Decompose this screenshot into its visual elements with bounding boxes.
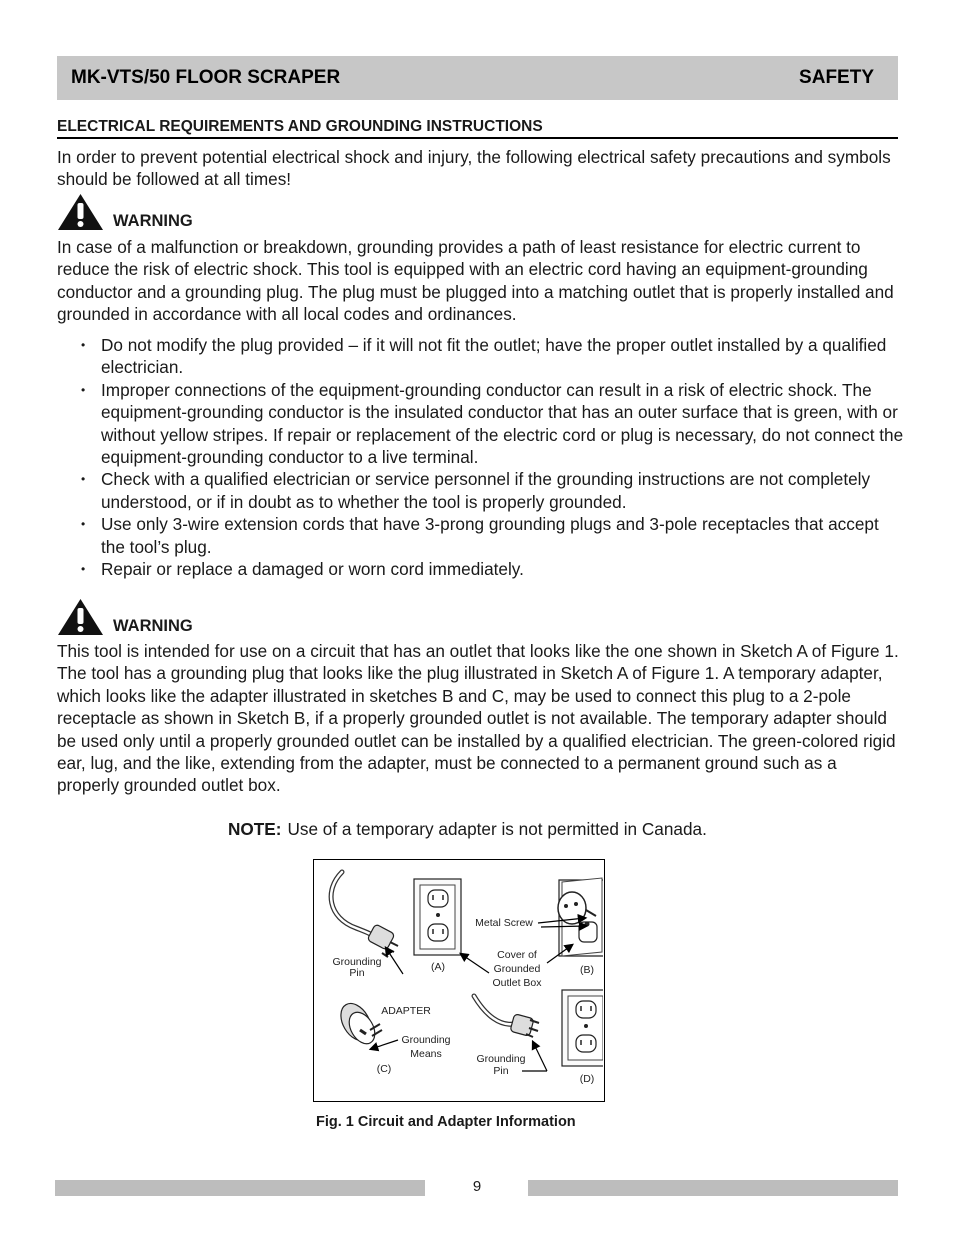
grounding-means-label-1: Grounding	[401, 1034, 451, 1046]
figure-caption: Fig. 1 Circuit and Adapter Information	[316, 1114, 576, 1130]
section-heading: ELECTRICAL REQUIREMENTS AND GROUNDING INSTRUCTIONS	[57, 118, 898, 139]
sketch-c-label: (C)	[376, 1063, 392, 1075]
warning-triangle-icon	[57, 193, 104, 231]
grounding-pin-label-a: Grounding	[332, 956, 382, 968]
bullet-dot: •	[81, 562, 86, 577]
circuit-adapter-figure	[313, 859, 605, 1102]
grounding-pin-label-a-2: Pin	[349, 967, 365, 979]
list-item: • Check with a qualified electrician or service personnel if the grounding instructions are not completely understood, or if in doubt as to whether the tool is properly grounded.	[81, 469, 871, 512]
page-header	[57, 56, 898, 100]
figure-illustration	[314, 860, 603, 1100]
warning-paragraph-2: This tool is intended for use on a circuit that has an outlet that looks like the one shown in Sketch A of Figure 1. The tool has a grounding plug that looks like the plug illustrated in Sketch A of Figure 1. A temporary adapter, which looks like the adapter illustrated in sketches B and C, may be used to connect this plug to a 2-pole receptacle as shown in Sketch B, if a properly grounded outlet is not available. The temporary adapter should be used only until a properly grounded outlet can be installed by a qualified electrician. The green-colored rigid ear, lug, and the like, extending from the adapter, must be connected to a permanent ground such as a properly grounded outlet box.	[57, 641, 899, 796]
section-name: SAFETY	[799, 67, 874, 88]
canada-note	[228, 819, 707, 840]
sketch-b-label: (B)	[580, 964, 594, 976]
warning-label-1: WARNING	[113, 212, 193, 230]
note-label: NOTE:	[228, 819, 282, 839]
bullet-dot: •	[81, 472, 86, 487]
warning-heading-2	[57, 598, 193, 636]
bullet-dot: •	[81, 338, 86, 352]
grounding-plug-drawing-d	[474, 996, 539, 1037]
grounding-pin-label-d-2: Pin	[493, 1065, 509, 1077]
grounding-plug-drawing-a	[331, 872, 398, 957]
footer-bar-left	[55, 1180, 425, 1196]
metal-screw-label: Metal Screw	[475, 917, 533, 929]
warning-triangle-icon	[57, 598, 104, 636]
adapter-label: ADAPTER	[381, 1005, 431, 1017]
adapter-outlet-drawing-b	[558, 878, 603, 956]
list-item: • Use only 3-wire extension cords that have 3-prong grounding plugs and 3-pole receptacles that accept the tool’s plug.	[81, 514, 879, 557]
grounding-means-label-2: Means	[410, 1048, 442, 1060]
adapter-drawing-c	[335, 998, 382, 1048]
cover-label-3: Outlet Box	[492, 977, 542, 989]
safety-bullet-list	[78, 334, 904, 580]
cover-label-2: Grounded	[493, 963, 541, 975]
grounding-pin-label-d: Grounding	[476, 1053, 526, 1065]
list-item: • Improper connections of the equipment-grounding conductor can result in a risk of electric shock. The equipment-grounding conductor is the insulated conductor that has an outer surface that is green, with or without yellow stripes. If repair or replacement of the electric cord or plug is necessary, do not connect the equipment-grounding conductor to a live terminal.	[81, 379, 904, 468]
sketch-d-label: (D)	[579, 1073, 595, 1085]
bullet-dot: •	[81, 517, 86, 532]
note-text: Use of a temporary adapter is not permitted in Canada.	[287, 819, 707, 839]
warning-paragraph-1: In case of a malfunction or breakdown, grounding provides a path of least resistance for electric current to reduce the risk of electric shock. This tool is equipped with an electric cord having an equipment-grounding conductor and a grounding plug. The plug must be plugged into a matching outlet that is properly installed and grounded in accordance with all local codes and ordinances.	[57, 237, 894, 325]
page-number: 9	[472, 1178, 482, 1195]
footer-bar-right	[528, 1180, 898, 1196]
grounded-outlet-drawing-d	[562, 990, 603, 1066]
warning-label-2: WARNING	[113, 617, 193, 635]
manual-title: MK-VTS/50 FLOOR SCRAPER	[71, 67, 341, 88]
bullet-dot: •	[81, 382, 86, 397]
sketch-a-label: (A)	[431, 961, 445, 973]
intro-paragraph: In order to prevent potential electrical shock and injury, the following electrical safety precautions and symbols should be followed at all times!	[57, 147, 891, 190]
list-item: • Repair or replace a damaged or worn cord immediately.	[81, 559, 524, 580]
warning-heading-1	[57, 193, 193, 231]
list-item: • Do not modify the plug provided – if it will not fit the outlet; have the proper outlet installed by a qualified electrician.	[81, 335, 887, 378]
grounded-outlet-drawing-a	[414, 879, 461, 955]
cover-label-1: Cover of	[497, 949, 537, 961]
